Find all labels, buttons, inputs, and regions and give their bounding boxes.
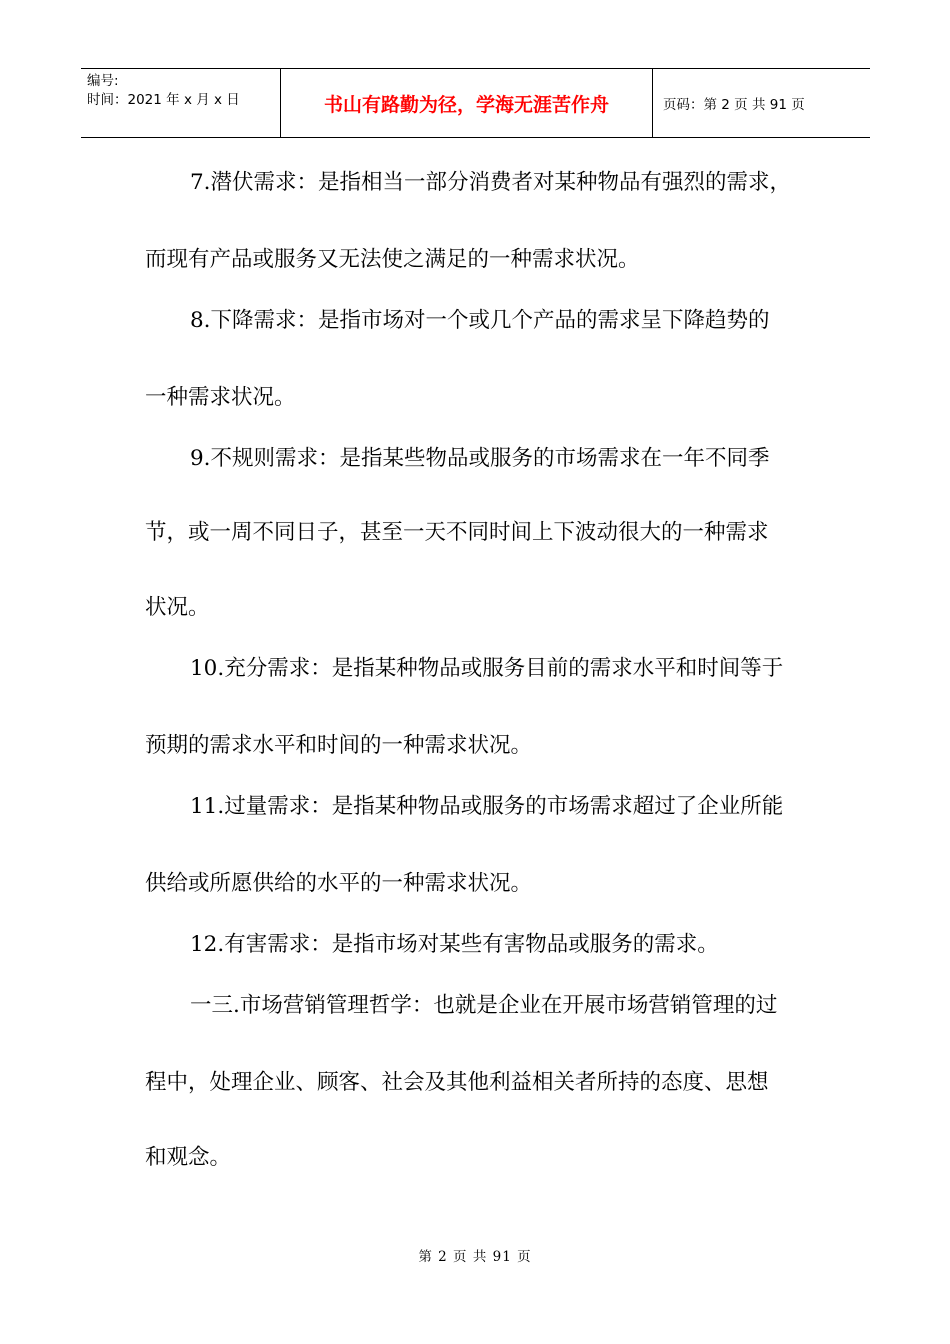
paragraph-line: 供给或所愿供给的水平的一种需求状况。 [145, 871, 533, 896]
paragraph-line: 10.充分需求：是指某种物品或服务目前的需求水平和时间等于 [190, 656, 784, 681]
paragraph-line: 程中，处理企业、顾客、社会及其他利益相关者所持的态度、思想 [145, 1070, 769, 1095]
paragraph-line: 一三.市场营销管理哲学：也就是企业在开展市场营销管理的过 [190, 993, 778, 1018]
paragraph-line: 而现有产品或服务又无法使之满足的一种需求状况。 [145, 247, 640, 272]
document-number-label: 编号: [87, 73, 119, 89]
document-date: 时间：2021 年 x 月 x 日 [87, 92, 240, 108]
paragraph-line: 8.下降需求：是指市场对一个或几个产品的需求呈下降趋势的 [190, 308, 770, 333]
header-meta [81, 69, 281, 137]
paragraph-line: 9.不规则需求：是指某些物品或服务的市场需求在一年不同季 [190, 446, 770, 471]
paragraph-line: 节，或一周不同日子，甚至一天不同时间上下波动很大的一种需求 [145, 520, 769, 545]
header-motto: 书山有路勤为径，学海无涯苦作舟 [281, 69, 653, 137]
paragraph-line: 状况。 [145, 595, 210, 620]
paragraph-line: 一种需求状况。 [145, 385, 296, 410]
page-footer: 第 2 页 共 91 页 [418, 1249, 532, 1265]
paragraph-line: 7.潜伏需求：是指相当一部分消费者对某种物品有强烈的需求， [190, 170, 792, 195]
paragraph-line: 11.过量需求：是指某种物品或服务的市场需求超过了企业所能 [190, 794, 784, 819]
paragraph-line: 12.有害需求：是指市场对某些有害物品或服务的需求。 [190, 932, 719, 957]
page-header [81, 68, 870, 138]
paragraph-line: 预期的需求水平和时间的一种需求状况。 [145, 733, 533, 758]
header-page-info: 页码：第 2 页 共 91 页 [663, 97, 805, 113]
paragraph-line: 和观念。 [145, 1145, 232, 1170]
